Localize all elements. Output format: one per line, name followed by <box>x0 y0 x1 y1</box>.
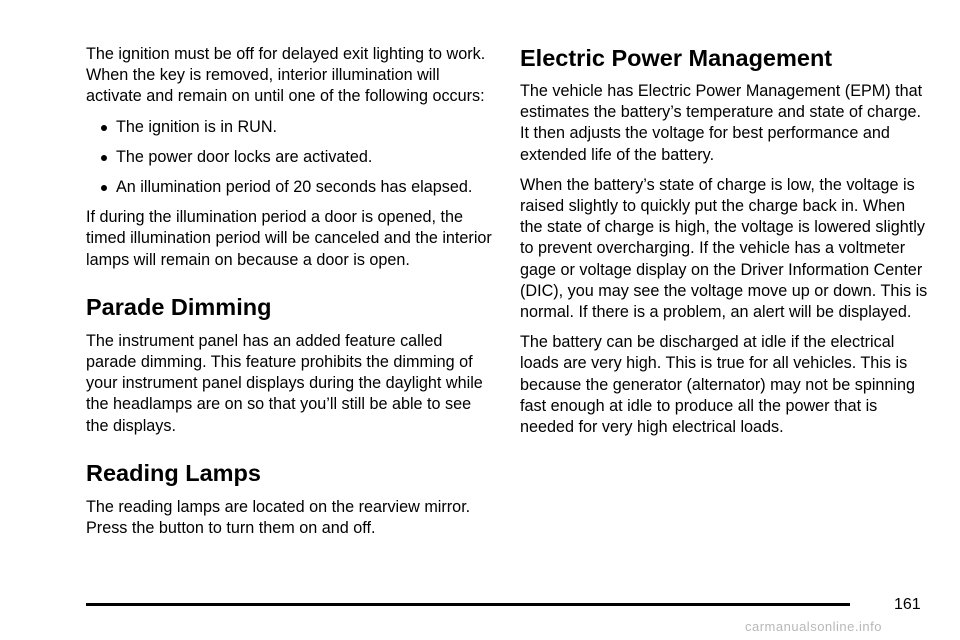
list-item: The ignition is in RUN. <box>86 117 492 138</box>
list-item: The power door locks are activated. <box>86 147 492 168</box>
watermark: carmanualsonline.info <box>745 619 882 634</box>
right-column <box>520 44 930 447</box>
epm-paragraph-3: The battery can be discharged at idle if the electrical loads are very high. This is true for all vehicles. This is because the generator (alternator) may not be spinning fast enough at idle to produce all the power that is needed for very high electrical loads. <box>520 333 916 437</box>
epm-paragraph-2: When the battery’s state of charge is low, the voltage is raised slightly to quickly put the charge back in. When the state of charge is high, the voltage is lowered slightly to prevent overcharging. If the vehicle has a voltmeter gage or voltage display on the Driver Information Center (DIC), you may see the voltage move up or down. This is normal. If there is a problem, an alert will be displayed. <box>520 175 928 322</box>
parade-dimming-heading: Parade Dimming <box>86 293 272 320</box>
exit-conditions-list <box>86 117 492 199</box>
bullet-icon <box>101 185 107 191</box>
bullet-icon <box>101 125 107 131</box>
epm-paragraph-1: The vehicle has Electric Power Management (EPM) that estimates the battery’s temperature and state of charge. It then adjusts the voltage for best performance and extended life of the battery. <box>520 82 923 164</box>
bullet-icon <box>101 155 107 161</box>
footer-rule <box>86 603 850 606</box>
delayed-exit-intro: The ignition must be off for delayed exit lighting to work. When the key is removed, interior illumination will activate and remain on until one of the following occurs: <box>86 45 486 106</box>
left-column <box>86 44 492 548</box>
page-number: 161 <box>894 596 921 613</box>
reading-lamps-heading: Reading Lamps <box>86 459 261 486</box>
reading-lamps-paragraph: The reading lamps are located on the rearview mirror. Press the button to turn them on and off. <box>86 497 471 538</box>
door-opened-paragraph: If during the illumination period a door is opened, the timed illumination period will be canceled and the interior lamps will remain on because a door is open. <box>86 208 492 269</box>
parade-dimming-paragraph: The instrument panel has an added feature called parade dimming. This feature prohibits the dimming of your instrument panel displays during the daylight while the headlamps are on so that you’ll still be able to see the displays. <box>86 331 483 435</box>
list-item: An illumination period of 20 seconds has elapsed. <box>86 177 492 198</box>
epm-heading: Electric Power Management <box>520 45 833 71</box>
